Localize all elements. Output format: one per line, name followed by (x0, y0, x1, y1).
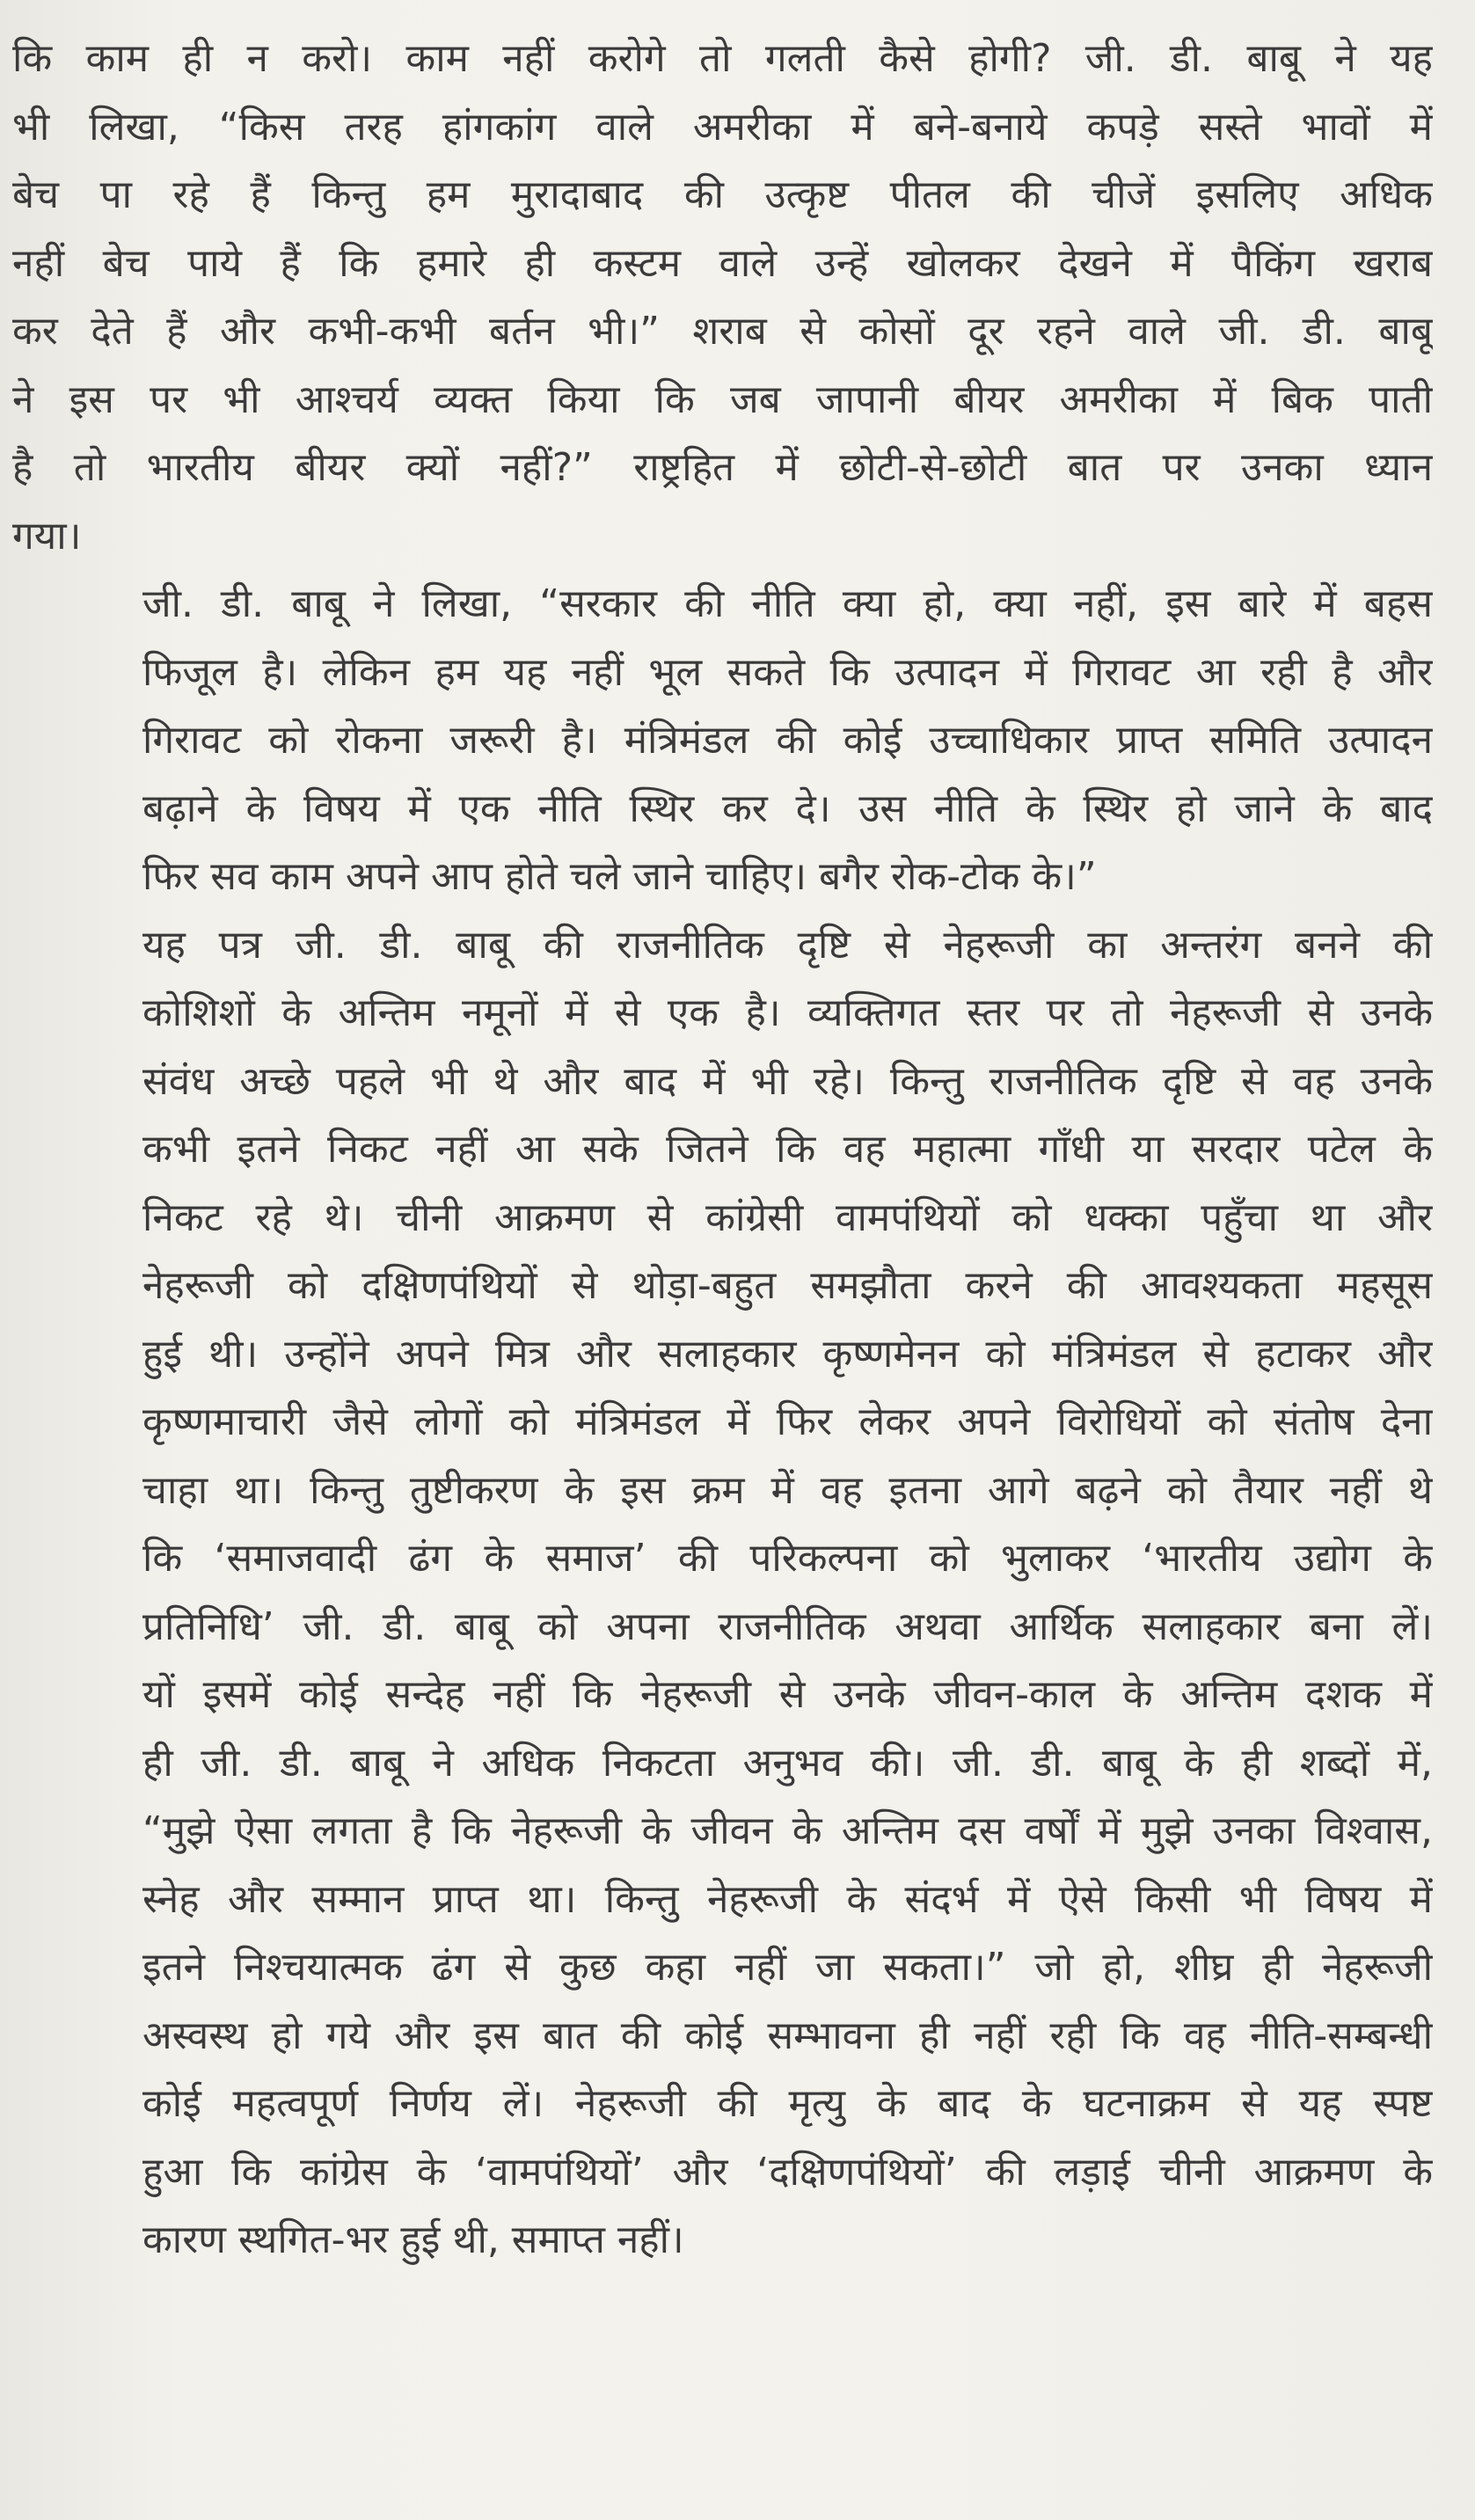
text-line: बढ़ाने के विषय में एक नीति स्थिर कर दे। उस नीति के स्थिर हो जाने के बाद (142, 785, 1433, 831)
text-line: इतने निश्चयात्मक ढंग से कुछ कहा नहीं जा सकता।” जो हो, शीघ्र ही नेहरूजी (142, 1945, 1433, 1990)
text-line: कारण स्थगित-भर हुई थी, समाप्त नहीं। (142, 2217, 684, 2262)
text-line: गिरावट को रोकना जरूरी है। मंत्रिमंडल की कोई उच्चाधिकार प्राप्त समिति उत्पादन (142, 718, 1433, 763)
text-line: नेहरूजी को दक्षिणपंथियों से थोड़ा-बहुत समझौता करने की आवश्यकता महसूस (142, 1263, 1433, 1308)
paragraph-2 (12, 570, 1433, 911)
text-line: गया। (12, 513, 82, 559)
text-line: “मुझे ऐसा लगता है कि नेहरूजी के जीवन के अन्तिम दस वर्षों में मुझे उनका विश्वास, (142, 1808, 1433, 1853)
text-line: हुई थी। उन्होंने अपने मित्र और सलाहकार कृष्णमेनन को मंत्रिमंडल से हटाकर और (142, 1331, 1433, 1377)
text-line: हुआ कि कांग्रेस के ‘वामपंथियों’ और ‘दक्षिणपंथियों’ की लड़ाई चीनी आक्रमण के (142, 2149, 1433, 2195)
text-line: चाहा था। किन्तु तुष्टीकरण के इस क्रम में वह इतना आगे बढ़ने को तैयार नहीं थे (142, 1467, 1433, 1513)
text-line: कि काम ही न करो। काम नहीं करोगे तो गलती कैसे होगी? जी. डी. बाबू ने यह (12, 36, 1433, 81)
text-line: ही जी. डी. बाबू ने अधिक निकटता अनुभव की। जी. डी. बाबू के ही शब्दों में, (142, 1740, 1433, 1786)
text-line: बेच पा रहे हैं किन्तु हम मुरादाबाद की उत्कृष्ट पीतल की चीजें इसलिए अधिक (12, 172, 1433, 217)
text-line: कर देते हैं और कभी-कभी बर्तन भी।” शराब से कोसों दूर रहने वाले जी. डी. बाबू (12, 309, 1433, 354)
paragraph-3 (12, 911, 1433, 2275)
text-line: जी. डी. बाबू ने लिखा, “सरकार की नीति क्या हो, क्या नहीं, इस बारे में बहस (142, 581, 1433, 626)
text-line: अस्वस्थ हो गये और इस बात की कोई सम्भावना ही नहीं रही कि वह नीति-सम्बन्धी (142, 2012, 1433, 2058)
text-line: कि ‘समाजवादी ढंग के समाज’ की परिकल्पना को भुलाकर ‘भारतीय उद्योग के (142, 1536, 1433, 1581)
text-line: कोशिशों के अन्तिम नमूनों में से एक है। व्यक्तिगत स्तर पर तो नेहरूजी से उनके (142, 990, 1433, 1035)
text-line: निकट रहे थे। चीनी आक्रमण से कांग्रेसी वामपंथियों को धक्का पहुँचा था और (142, 1194, 1433, 1240)
text-line: फिजूल है। लेकिन हम यह नहीं भूल सकते कि उत्पादन में गिरावट आ रही है और (142, 649, 1433, 695)
text-line: यों इसमें कोई सन्देह नहीं कि नेहरूजी से उनके जीवन-काल के अन्तिम दशक में (142, 1672, 1433, 1717)
text-line: स्नेह और सम्मान प्राप्त था। किन्तु नेहरूजी के संदर्भ में ऐसे किसी भी विषय में (142, 1876, 1433, 1922)
text-line: नहीं बेच पाये हैं कि हमारे ही कस्टम वाले उन्हें खोलकर देखने में पैकिंग खराब (12, 240, 1433, 286)
text-line: भी लिखा, “किस तरह हांगकांग वाले अमरीका में बने-बनाये कपड़े सस्ते भावों में (12, 104, 1433, 150)
text-line: फिर सव काम अपने आप होते चले जाने चाहिए। बगैर रोक-टोक के।” (142, 854, 1097, 899)
text-line: संवंध अच्छे पहले भी थे और बाद में भी रहे। किन्तु राजनीतिक दृष्टि से वह उनके (142, 1058, 1433, 1104)
text-line: ने इस पर भी आश्चर्य व्यक्त किया कि जब जापानी बीयर अमरीका में बिक पाती (12, 376, 1433, 422)
text-line: कभी इतने निकट नहीं आ सके जितने कि वह महात्मा गाँधी या सरदार पटेल के (142, 1127, 1433, 1172)
text-line: कृष्णमाचारी जैसे लोगों को मंत्रिमंडल में फिर लेकर अपने विरोधियों को संतोष देना (142, 1399, 1433, 1444)
text-line: है तो भारतीय बीयर क्यों नहीं?” राष्ट्रहित में छोटी-से-छोटी बात पर उनका ध्यान (12, 445, 1433, 490)
text-line: यह पत्र जी. डी. बाबू की राजनीतिक दृष्टि से नेहरूजी का अन्तरंग बनने की (142, 922, 1433, 968)
paragraph-1 (12, 25, 1433, 570)
text-line: कोई महत्वपूर्ण निर्णय लें। नेहरूजी की मृत्यु के बाद के घटनाक्रम से यह स्पष्ट (142, 2081, 1433, 2126)
text-line: प्रतिनिधि’ जी. डी. बाबू को अपना राजनीतिक अथवा आर्थिक सलाहकार बना लें। (142, 1603, 1433, 1649)
